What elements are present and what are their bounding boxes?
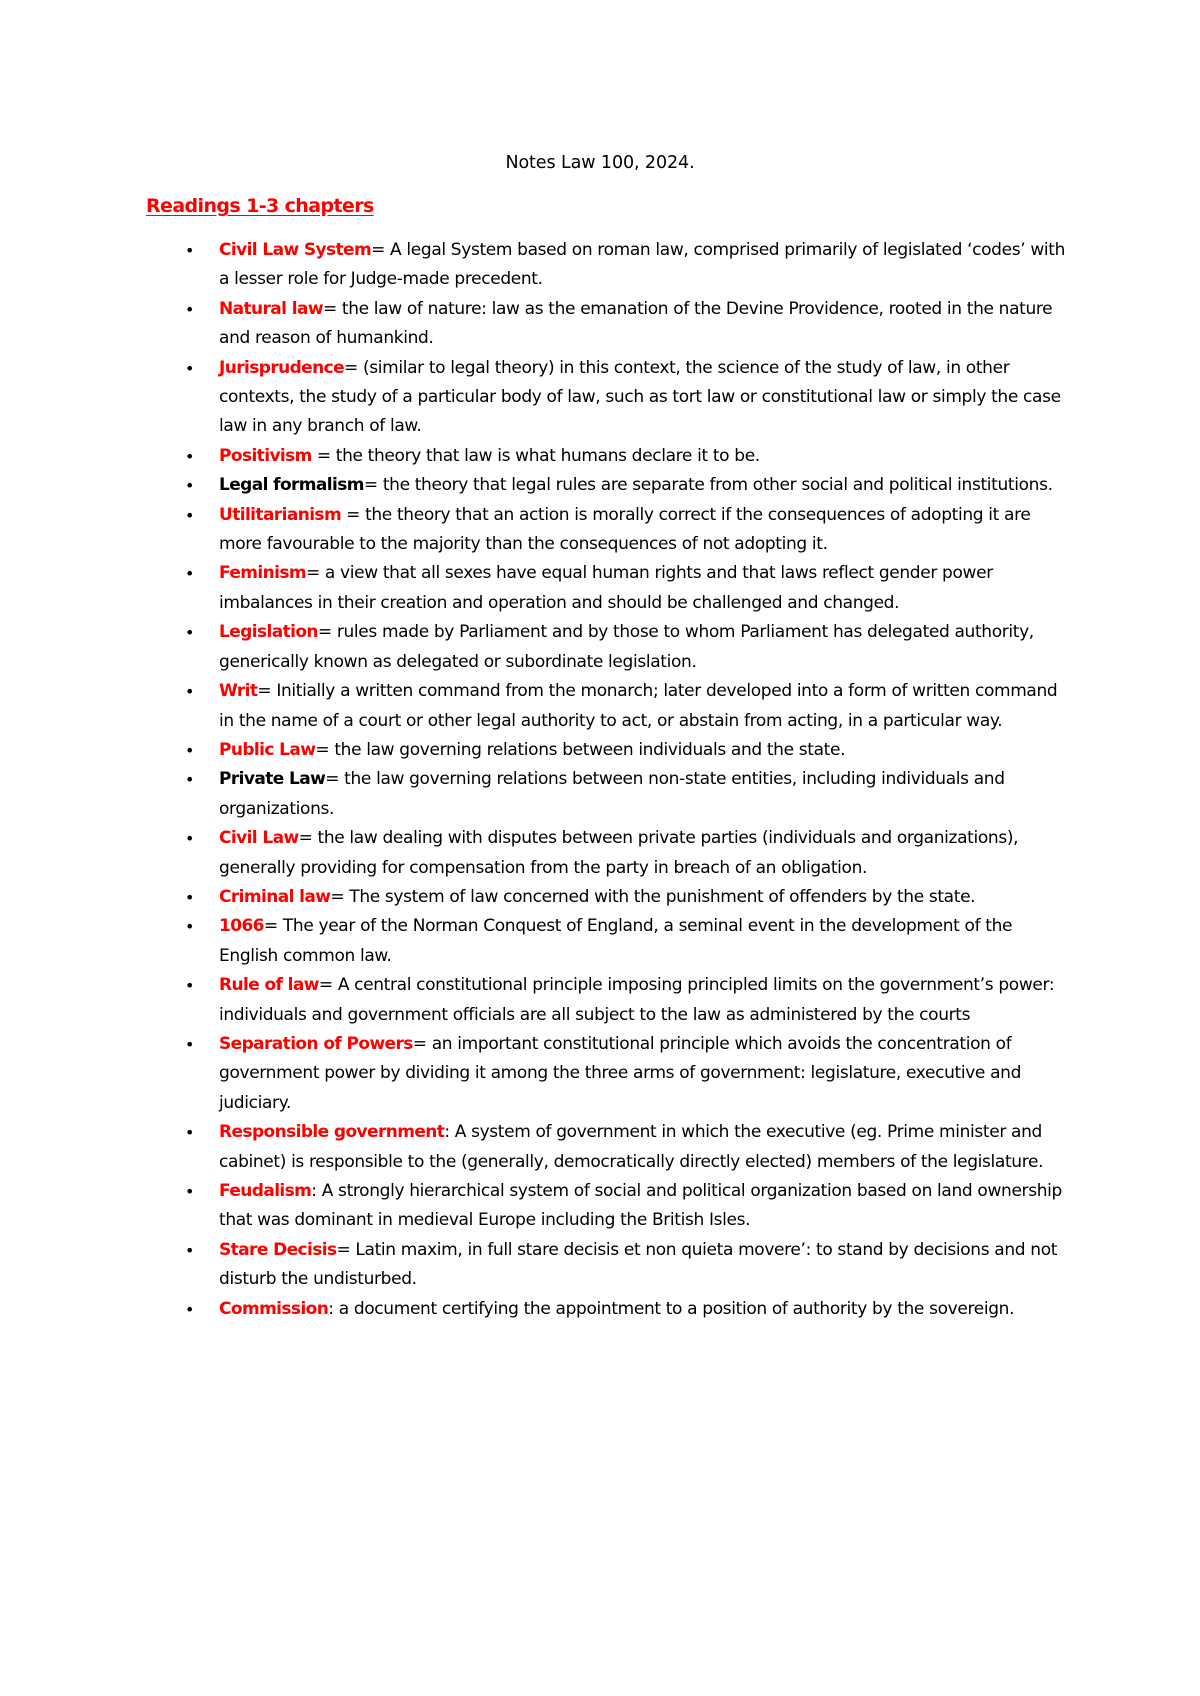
list-item [185, 442, 1069, 471]
glossary-term: Commission [219, 1298, 329, 1319]
glossary-definition: = an important constitutional principle which avoids the concentration of government power by dividing it among the three arms of government: legislature, executive and judiciary. [219, 1033, 1022, 1113]
list-item [185, 912, 1069, 971]
list-item [185, 618, 1069, 677]
glossary-term: Utilitarianism [219, 504, 342, 525]
glossary-term: Positivism [219, 445, 312, 466]
bullet-icon: • [185, 564, 195, 584]
bullet-icon: • [185, 917, 195, 937]
list-item [185, 677, 1069, 736]
bullet-icon: • [185, 1240, 195, 1260]
glossary-definition: = (similar to legal theory) in this context, the science of the study of law, in other contexts, the study of a particular body of law, such as tort law or constitutional law or simply the case law in any branch of law. [219, 357, 1061, 437]
glossary-term: Jurisprudence [219, 357, 345, 378]
glossary-term: Legislation [219, 622, 318, 643]
glossary-definition: = the law of nature: law as the emanation of the Devine Providence, rooted in the nature and reason of humankind. [219, 298, 1053, 349]
bullet-icon: • [185, 770, 195, 790]
bullet-icon: • [185, 1299, 195, 1319]
page-title: Notes Law 100, 2024. [505, 153, 695, 173]
glossary-term: Natural law [219, 298, 323, 319]
glossary-term: Separation of Powers [219, 1033, 413, 1054]
list-item [185, 736, 1069, 765]
bullet-icon: • [185, 1123, 195, 1143]
list-item [185, 1236, 1069, 1295]
bullet-icon: • [185, 623, 195, 643]
bullet-icon: • [185, 682, 195, 702]
glossary-term: Responsible government [219, 1122, 445, 1143]
glossary-definition: = the theory that an action is morally correct if the consequences of adopting it are more favourable to the majority than the consequences of not adopting it. [219, 504, 1031, 555]
bullet-icon: • [185, 1182, 195, 1201]
glossary-term: Legal formalism [219, 475, 364, 496]
glossary-term: Civil Law System [219, 240, 372, 260]
list-item [185, 1177, 1069, 1236]
list-item [185, 1030, 1069, 1118]
glossary-term: Stare Decisis [219, 1239, 337, 1260]
glossary-definition: = A legal System based on roman law, comprised primarily of legislated ‘codes’ with a lesser role for Judge-made precedent. [219, 240, 1066, 290]
glossary-definition: : A strongly hierarchical system of social and political organization based on land ownership that was dominant in medieval Europe including the British Isles. [219, 1181, 1062, 1231]
glossary-definition: = A central constitutional principle imposing principled limits on the government’s power: individuals and government officials are all subject to the law as administered by the courts [219, 975, 1055, 1025]
bullet-icon: • [185, 829, 195, 849]
list-item [185, 824, 1069, 883]
glossary-definition: = the law governing relations between individuals and the state. [315, 739, 846, 760]
glossary-definition: = Latin maxim, in full stare decisis et non quieta movere’: to stand by decisions and not disturb the undisturbed. [219, 1239, 1058, 1290]
bullet-icon: • [185, 299, 195, 319]
list-item [185, 471, 1069, 500]
list-item [185, 883, 1069, 912]
glossary-term: Criminal law [219, 886, 331, 907]
glossary-definition: = The year of the Norman Conquest of England, a seminal event in the development of the English common law. [219, 916, 1013, 966]
list-item [185, 354, 1069, 442]
section-heading: Readings 1-3 chapters [146, 195, 374, 217]
list-item [185, 1118, 1069, 1177]
glossary-term: Feminism [219, 563, 306, 584]
glossary-term: Rule of law [219, 975, 319, 996]
bullet-icon: • [185, 1034, 195, 1054]
glossary-term: Writ [219, 681, 258, 702]
bullet-icon: • [185, 976, 195, 996]
list-item [185, 1295, 1069, 1324]
glossary-definition: = the law governing relations between non-state entities, including individuals and organizations. [219, 769, 1005, 819]
glossary-definition: = The system of law concerned with the punishment of offenders by the state. [330, 886, 976, 907]
list-item [185, 765, 1069, 824]
glossary-definition: = the law dealing with disputes between private parties (individuals and organizations), generally providing for compensation from the party in breach of an obligation. [219, 828, 1019, 878]
glossary-list [185, 236, 1069, 1324]
bullet-icon: • [185, 446, 195, 466]
list-item [185, 971, 1069, 1030]
glossary-definition: = the theory that law is what humans declare it to be. [311, 445, 760, 466]
bullet-icon: • [185, 358, 195, 378]
bullet-icon: • [185, 241, 195, 260]
glossary-term: 1066 [219, 916, 264, 937]
glossary-definition: = the theory that legal rules are separate from other social and political institutions. [363, 475, 1053, 496]
list-item [185, 501, 1069, 560]
bullet-icon: • [185, 740, 195, 760]
glossary-term: Feudalism [219, 1181, 312, 1201]
glossary-definition: = a view that all sexes have equal human rights and that laws reflect gender power imbalances in their creation and operation and should be challenged and changed. [219, 563, 993, 613]
glossary-definition: = rules made by Parliament and by those to whom Parliament has delegated authority, generically known as delegated or subordinate legislation. [219, 622, 1034, 672]
glossary-definition: : A system of government in which the executive (eg. Prime minister and cabinet) is responsible to the (generally, democratically directly elected) members of the legislature. [219, 1122, 1044, 1172]
bullet-icon: • [185, 476, 195, 496]
list-item [185, 559, 1069, 618]
glossary-term: Private Law [219, 769, 326, 790]
list-item [185, 295, 1069, 354]
glossary-definition: = Initially a written command from the monarch; later developed into a form of written command in the name of a court or other legal authority to act, or abstain from acting, in a particular way. [219, 681, 1058, 731]
glossary-term: Civil Law [219, 828, 299, 849]
bullet-icon: • [185, 505, 195, 525]
glossary-term: Public Law [219, 739, 316, 760]
bullet-icon: • [185, 887, 195, 907]
glossary-definition: : a document certifying the appointment to a position of authority by the sovereign. [328, 1298, 1015, 1319]
list-item [185, 236, 1069, 295]
